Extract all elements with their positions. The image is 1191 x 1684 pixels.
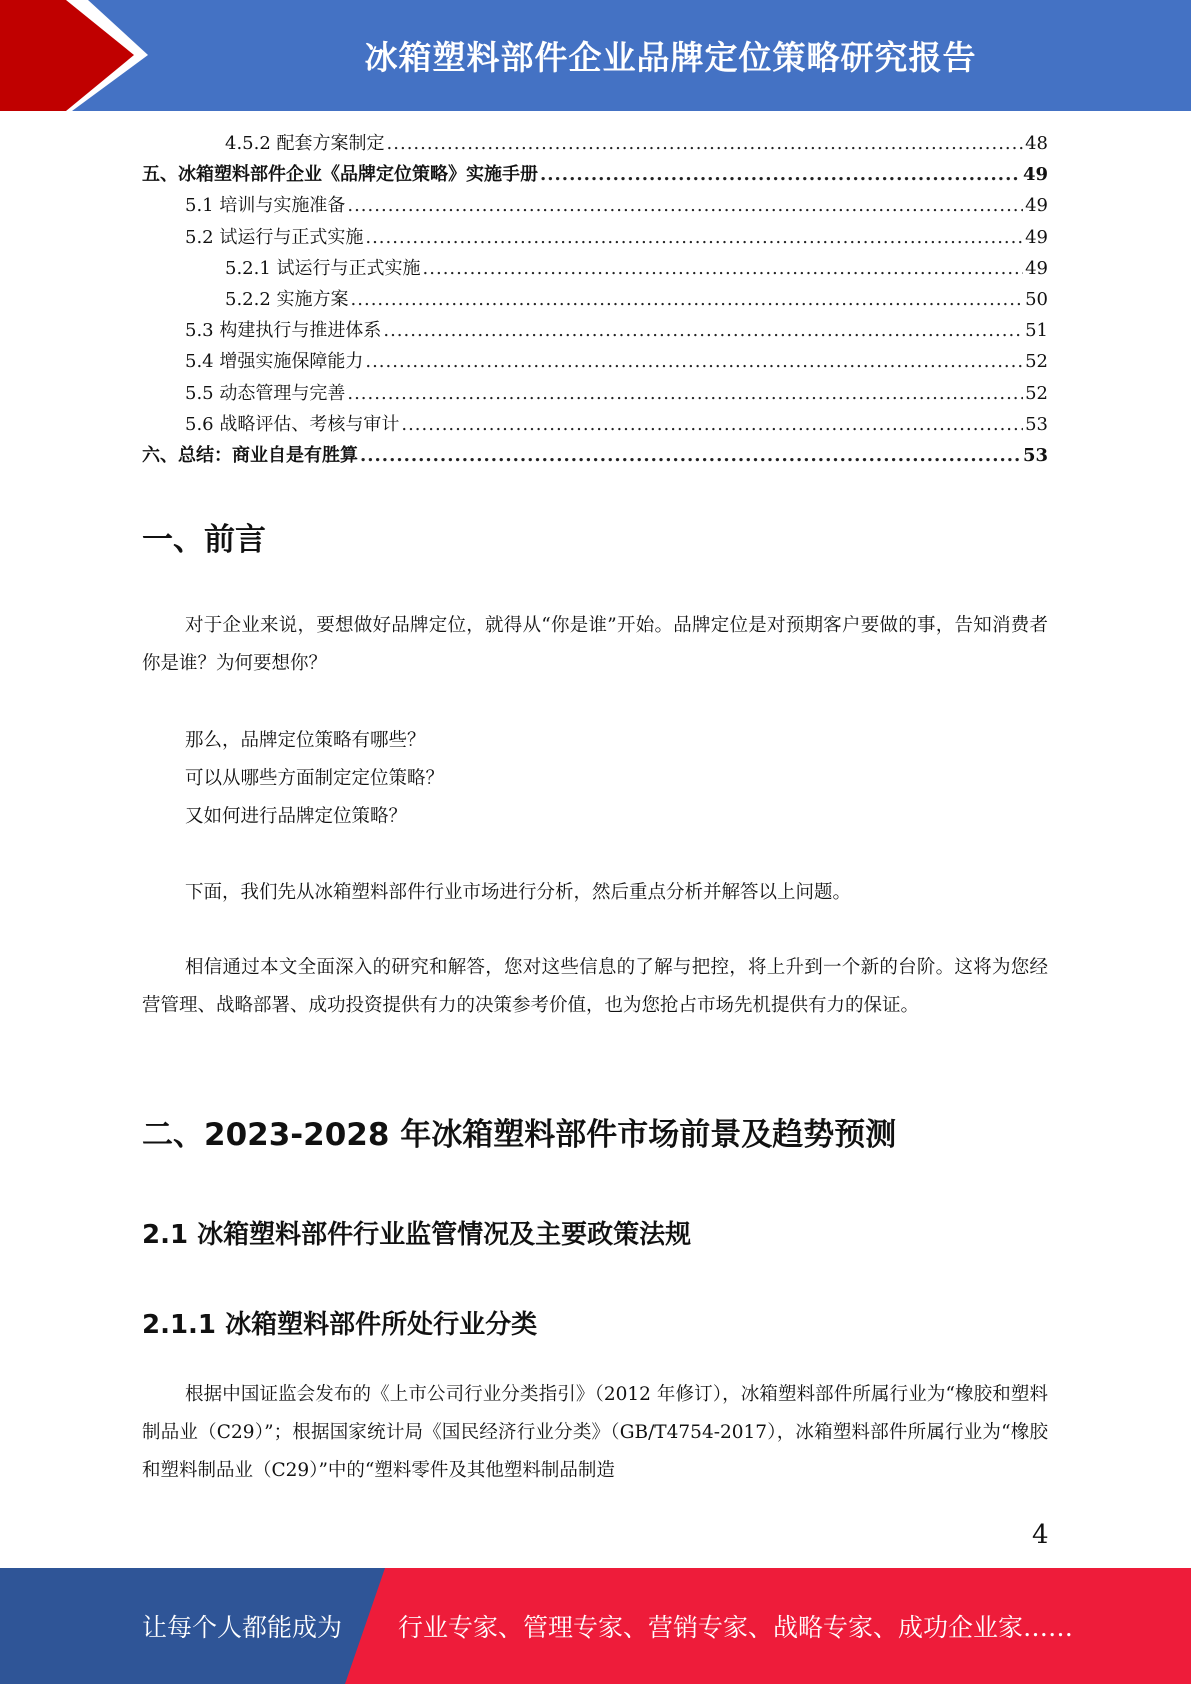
toc-entry-page: 49 xyxy=(1025,226,1048,248)
toc-leader-dots xyxy=(351,284,1024,315)
toc-entry-page: 48 xyxy=(1025,133,1048,154)
toc-entry-label: 5.5 动态管理与完善 xyxy=(185,382,346,404)
toc-entry-label: 5.2.2 实施方案 xyxy=(225,288,349,310)
toc-entry[interactable] xyxy=(142,222,1048,253)
classification-paragraph: 根据中国证监会发布的《上市公司行业分类指引》（2012 年修订），冰箱塑料部件所属行业为“橡胶和塑料制品业（C29）”；根据国家统计局《国民经济行业分类》（GB/T4754-2017），冰箱塑料部件所属行业为“橡胶和塑料制品业（C29）”中的“塑料零件及其他塑料制品制造 xyxy=(142,1384,1048,1481)
toc-leader-dots xyxy=(423,253,1024,284)
report-title: 冰箱塑料部件企业品牌定位策略研究报告 xyxy=(364,38,977,77)
preface-question-2: 可以从哪些方面制定定位策略？ xyxy=(185,768,445,789)
toc-entry-label: 5.3 构建执行与推进体系 xyxy=(185,320,382,342)
toc-entry[interactable] xyxy=(142,128,1048,159)
footer-slogan-left: 让每个人都能成为 xyxy=(142,1613,343,1642)
subsection-heading-regulation: 2.1 冰箱塑料部件行业监管情况及主要政策法规 xyxy=(142,1220,692,1250)
toc-leader-dots xyxy=(383,315,1023,346)
toc-entry[interactable] xyxy=(142,440,1048,471)
toc-entry-page: 49 xyxy=(1025,195,1048,217)
toc-entry-page: 52 xyxy=(1025,382,1048,404)
toc-entry[interactable] xyxy=(142,284,1048,315)
toc-leader-dots xyxy=(401,409,1023,440)
preface-question-3: 又如何进行品牌定位策略？ xyxy=(185,806,408,827)
toc-entry[interactable] xyxy=(142,159,1048,190)
toc-entry-page: 52 xyxy=(1025,351,1048,373)
toc-leader-dots xyxy=(540,159,1021,190)
toc-entry[interactable] xyxy=(142,253,1048,284)
preface-paragraph-1: 对于企业来说，要想做好品牌定位，就得从“你是谁”开始。品牌定位是对预期客户要做的事，告知消费者你是谁？为何要想你？ xyxy=(142,615,1048,674)
header-red-arrow-decoration xyxy=(0,0,150,111)
subsection-heading-industry-classification: 2.1.1 冰箱塑料部件所处行业分类 xyxy=(142,1310,538,1340)
footer-slogan-right: 行业专家、管理专家、营销专家、战略专家、成功企业家…… xyxy=(398,1613,1074,1642)
toc-entry-label: 5.4 增强实施保障能力 xyxy=(185,351,364,373)
toc-entry-page: 49 xyxy=(1022,164,1048,186)
toc-entry-page: 51 xyxy=(1025,320,1048,342)
toc-entry-label: 六、总结：商业自是有胜算 xyxy=(142,444,358,466)
toc-leader-dots xyxy=(360,440,1021,471)
page-number: 4 xyxy=(1032,1520,1049,1550)
section-heading-market-outlook: 二、2023-2028 年冰箱塑料部件市场前景及趋势预测 xyxy=(142,1117,897,1153)
toc-entry[interactable] xyxy=(142,190,1048,221)
toc-entry-label: 5.2 试运行与正式实施 xyxy=(185,226,364,248)
toc-entry-label: 4.5.2 配套方案制定 xyxy=(225,133,385,154)
toc-leader-dots xyxy=(347,190,1023,221)
page-header xyxy=(0,0,1191,111)
toc-entry[interactable] xyxy=(142,378,1048,409)
toc-entry-page: 53 xyxy=(1022,444,1048,466)
toc-entry-label: 5.2.1 试运行与正式实施 xyxy=(225,257,421,279)
toc-leader-dots xyxy=(365,222,1023,253)
preface-paragraph-2: 下面，我们先从冰箱塑料部件行业市场进行分析，然后重点分析并解答以上问题。 xyxy=(185,882,852,903)
toc-leader-dots xyxy=(387,128,1024,159)
toc-entry-page: 49 xyxy=(1025,257,1048,279)
toc-entry[interactable] xyxy=(142,409,1048,440)
section-heading-preface: 一、前言 xyxy=(142,522,266,558)
toc-entry-label: 五、冰箱塑料部件企业《品牌定位策略》实施手册 xyxy=(142,164,538,186)
toc-entry-label: 5.1 培训与实施准备 xyxy=(185,195,346,217)
preface-question-1: 那么，品牌定位策略有哪些？ xyxy=(185,730,426,751)
toc-entry-page: 50 xyxy=(1025,288,1048,310)
toc-entry-page: 53 xyxy=(1025,413,1048,435)
table-of-contents xyxy=(142,128,1048,471)
toc-leader-dots xyxy=(365,346,1023,377)
toc-entry[interactable] xyxy=(142,315,1048,346)
preface-paragraph-3: 相信通过本文全面深入的研究和解答，您对这些信息的了解与把控，将上升到一个新的台阶。这将为您经营管理、战略部署、成功投资提供有力的决策参考价值，也为您抢占市场先机提供有力的保证。 xyxy=(142,957,1048,1016)
toc-entry[interactable] xyxy=(142,346,1048,377)
toc-leader-dots xyxy=(347,378,1023,409)
toc-entry-label: 5.6 战略评估、考核与审计 xyxy=(185,413,400,435)
